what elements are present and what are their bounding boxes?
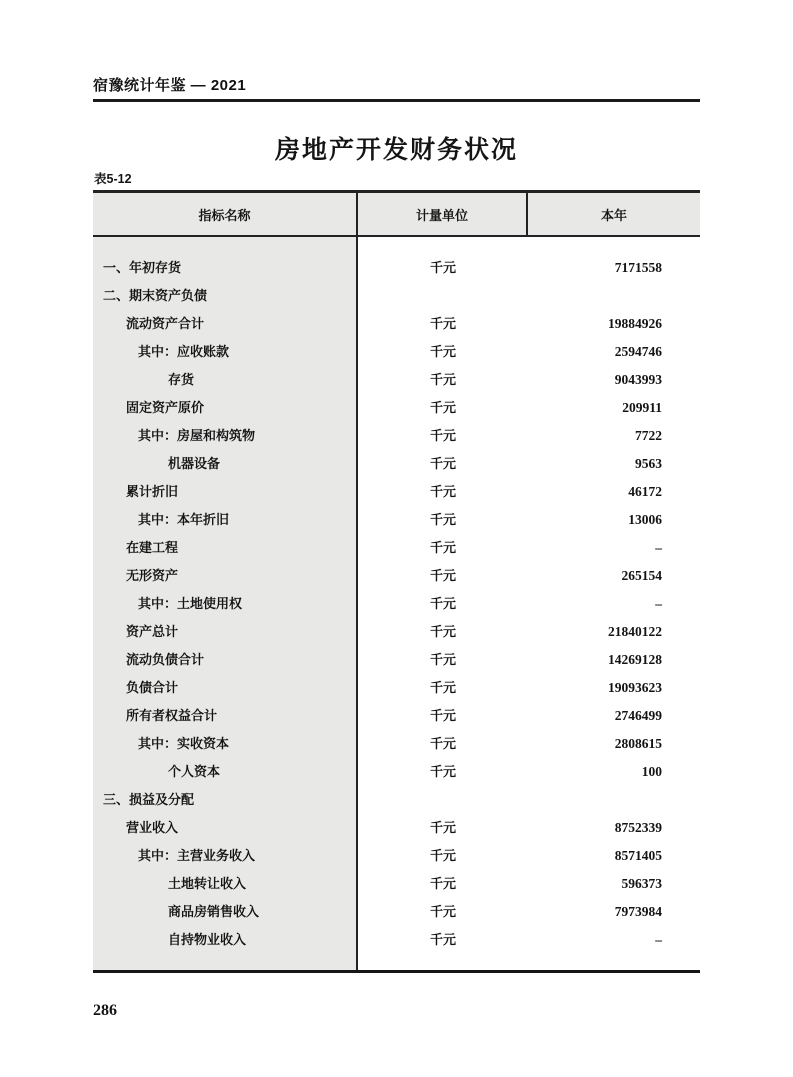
table-row (93, 758, 700, 786)
table-row (93, 282, 700, 310)
value-cell: – (655, 932, 662, 947)
unit-cell: 千元 (429, 484, 456, 499)
unit-cell: 千元 (429, 456, 456, 471)
unit-cell: 千元 (429, 400, 456, 415)
table-row (93, 590, 700, 618)
unit-cell: 千元 (429, 876, 456, 891)
unit-cell: 千元 (429, 736, 456, 751)
value-cell: 2746499 (614, 708, 662, 723)
value-cell: 265154 (621, 568, 662, 583)
unit-cell (358, 786, 528, 814)
unit-cell (358, 282, 528, 310)
unit-cell: 千元 (429, 428, 456, 443)
table-row (93, 562, 700, 590)
table-row (93, 842, 700, 870)
table-row (93, 646, 700, 674)
unit-cell: 千元 (429, 680, 456, 695)
table-row (93, 506, 700, 534)
table-row (93, 702, 700, 730)
table-row (93, 338, 700, 366)
indicator-name: 无形资产 (126, 568, 179, 583)
unit-cell: 千元 (429, 540, 456, 555)
indicator-name: 三、损益及分配 (103, 792, 195, 807)
table-row (93, 366, 700, 394)
table-row (93, 870, 700, 898)
indicator-name: 负债合计 (126, 680, 179, 695)
table-row (93, 730, 700, 758)
table-row (93, 450, 700, 478)
table-row (93, 394, 700, 422)
indicator-name: 自持物业收入 (168, 932, 247, 947)
value-cell: 21840122 (608, 624, 662, 639)
indicator-name: 流动资产合计 (126, 316, 205, 331)
value-cell: 8752339 (614, 820, 662, 835)
value-cell: 2808615 (614, 736, 662, 751)
value-cell (528, 282, 700, 310)
unit-cell: 千元 (429, 932, 456, 947)
page-number: 286 (93, 1002, 117, 1019)
indicator-name: 固定资产原价 (126, 400, 205, 415)
table-row (93, 898, 700, 926)
table-row (93, 478, 700, 506)
unit-cell: 千元 (429, 372, 456, 387)
value-cell: 7973984 (614, 904, 662, 919)
indicator-name: 在建工程 (126, 540, 179, 555)
table-row (93, 618, 700, 646)
value-cell: 7722 (635, 428, 662, 443)
unit-cell: 千元 (429, 512, 456, 527)
statistics-table (93, 190, 700, 973)
indicator-name: 其中：应收账款 (138, 344, 230, 359)
table-row (93, 534, 700, 562)
unit-cell: 千元 (429, 316, 456, 331)
table-row (93, 422, 700, 450)
indicator-name: 存货 (168, 372, 195, 387)
value-cell: 7171558 (614, 260, 662, 275)
value-cell: 46172 (628, 484, 662, 499)
table-header-row (93, 193, 700, 237)
indicator-name: 资产总计 (126, 624, 179, 639)
table-row (93, 310, 700, 338)
value-cell: 13006 (628, 512, 662, 527)
value-cell: 8571405 (614, 848, 662, 863)
value-cell: 19093623 (608, 680, 662, 695)
yearbook-masthead: 宿豫统计年鉴 — 2021 (93, 77, 247, 94)
table-row (93, 786, 700, 814)
value-cell: 209911 (622, 400, 662, 415)
indicator-name: 流动负债合计 (126, 652, 205, 667)
table-row (93, 254, 700, 282)
indicator-name: 其中：本年折旧 (138, 512, 230, 527)
table-row (93, 674, 700, 702)
indicator-name: 个人资本 (168, 764, 221, 779)
indicator-name: 营业收入 (126, 820, 179, 835)
masthead-rule (93, 99, 700, 102)
indicator-name: 其中：土地使用权 (138, 596, 243, 611)
indicator-name: 其中：实收资本 (138, 736, 230, 751)
table-row (93, 814, 700, 842)
value-cell: 9563 (635, 456, 662, 471)
unit-cell: 千元 (429, 708, 456, 723)
unit-cell: 千元 (429, 848, 456, 863)
unit-cell: 千元 (429, 344, 456, 359)
value-cell: 19884926 (608, 316, 662, 331)
unit-cell: 千元 (429, 904, 456, 919)
indicator-name: 商品房销售收入 (168, 904, 260, 919)
indicator-name: 其中：主营业务收入 (138, 848, 256, 863)
table-body (93, 237, 700, 970)
unit-cell: 千元 (429, 652, 456, 667)
unit-cell: 千元 (429, 568, 456, 583)
indicator-name: 所有者权益合计 (126, 708, 218, 723)
unit-cell: 千元 (429, 596, 456, 611)
indicator-name: 累计折旧 (126, 484, 179, 499)
indicator-name: 二、期末资产负债 (103, 288, 208, 303)
column-header-indicator: 指标名称 (93, 193, 358, 235)
value-cell: 100 (641, 764, 662, 779)
value-cell: – (655, 540, 662, 555)
value-cell: 596373 (621, 876, 662, 891)
indicator-name: 机器设备 (168, 456, 221, 471)
column-header-current-year: 本年 (600, 207, 627, 223)
indicator-name: 土地转让收入 (168, 876, 247, 891)
value-cell: 9043993 (614, 372, 662, 387)
column-header-unit: 计量单位 (358, 193, 528, 235)
indicator-name: 其中：房屋和构筑物 (138, 428, 256, 443)
value-cell: – (655, 596, 662, 611)
indicator-name: 一、年初存货 (103, 260, 182, 275)
unit-cell: 千元 (429, 764, 456, 779)
unit-cell: 千元 (429, 820, 456, 835)
value-cell: 14269128 (608, 652, 662, 667)
unit-cell: 千元 (429, 260, 456, 275)
table-row (93, 926, 700, 954)
value-cell (528, 786, 700, 814)
value-cell: 2594746 (614, 344, 662, 359)
page-title: 房地产开发财务状况 (274, 137, 518, 164)
unit-cell: 千元 (429, 624, 456, 639)
table-number-label: 表5-12 (94, 172, 132, 186)
